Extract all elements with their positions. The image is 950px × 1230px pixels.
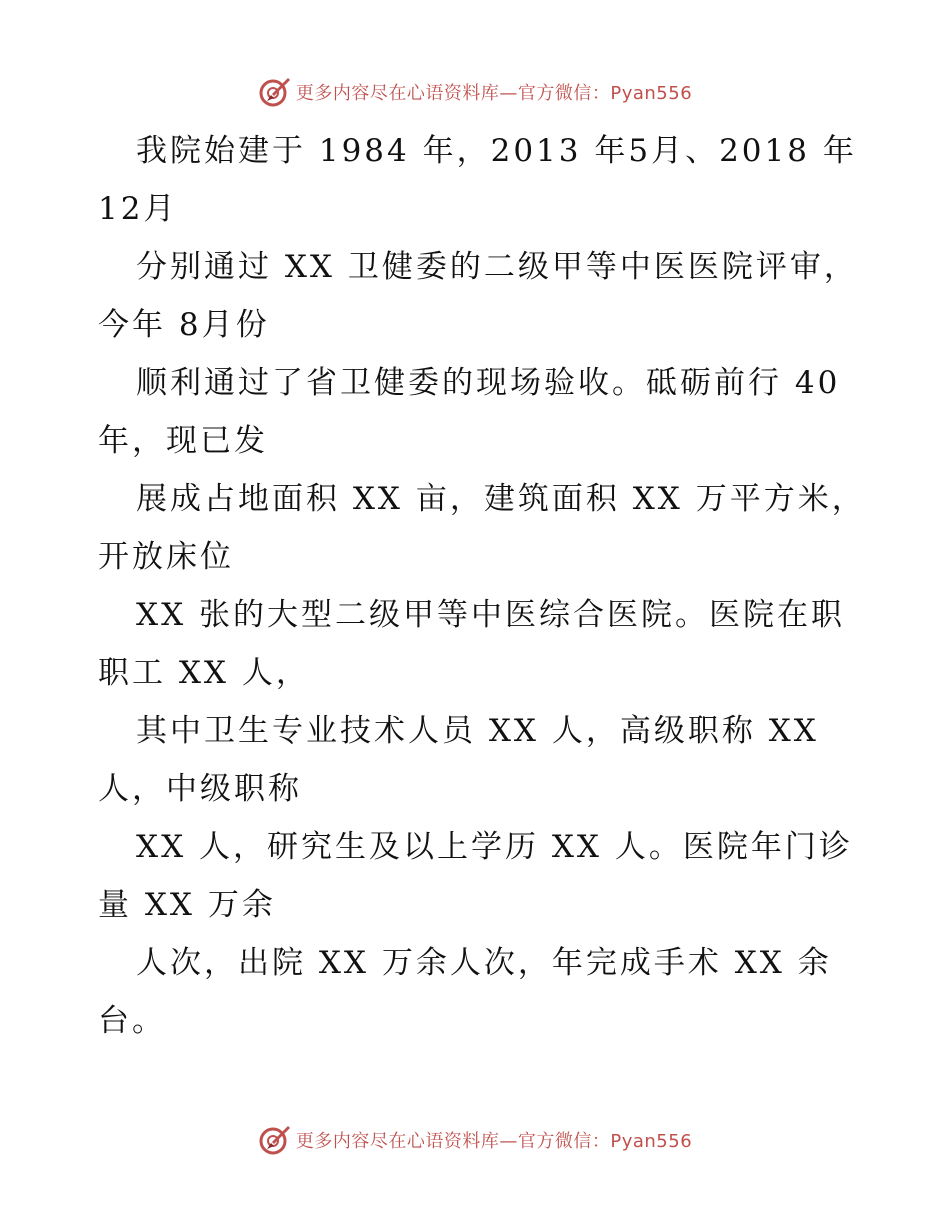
document-body [98, 122, 868, 1050]
paragraph-3: 顺利通过了省卫健委的现场验收。砥砺前行 40年，现已发 [98, 365, 841, 459]
paragraph-6: 其中卫生专业技术人员 XX 人，高级职称 XX 人，中级职称 [98, 713, 819, 807]
footer-watermark [0, 1120, 950, 1160]
header-watermark [0, 72, 950, 112]
watermark-text: 更多内容尽在心语资料库—官方微信：Pyan556 [295, 83, 693, 104]
watermark-text: 更多内容尽在心语资料库—官方微信：Pyan556 [295, 1131, 693, 1152]
paragraph-1: 我院始建于 1984 年，2013 年5月、2018 年12月 [98, 133, 857, 227]
pen-logo-icon [258, 75, 292, 109]
paragraph-4: 展成占地面积 XX 亩，建筑面积 XX 万平方米，开放床位 [98, 481, 866, 575]
paragraph-5: XX 张的大型二级甲等中医综合医院。医院在职职工 XX 人， [98, 597, 845, 691]
paragraph-7: XX 人，研究生及以上学历 XX 人。医院年门诊量 XX 万余 [98, 829, 853, 923]
paragraph-2: 分别通过 XX 卫健委的二级甲等中医医院评审，今年 8月份 [98, 249, 858, 343]
pen-logo-icon [258, 1123, 292, 1157]
paragraph-8: 人次，出院 XX 万余人次，年完成手术 XX 余台。 [98, 945, 832, 1039]
